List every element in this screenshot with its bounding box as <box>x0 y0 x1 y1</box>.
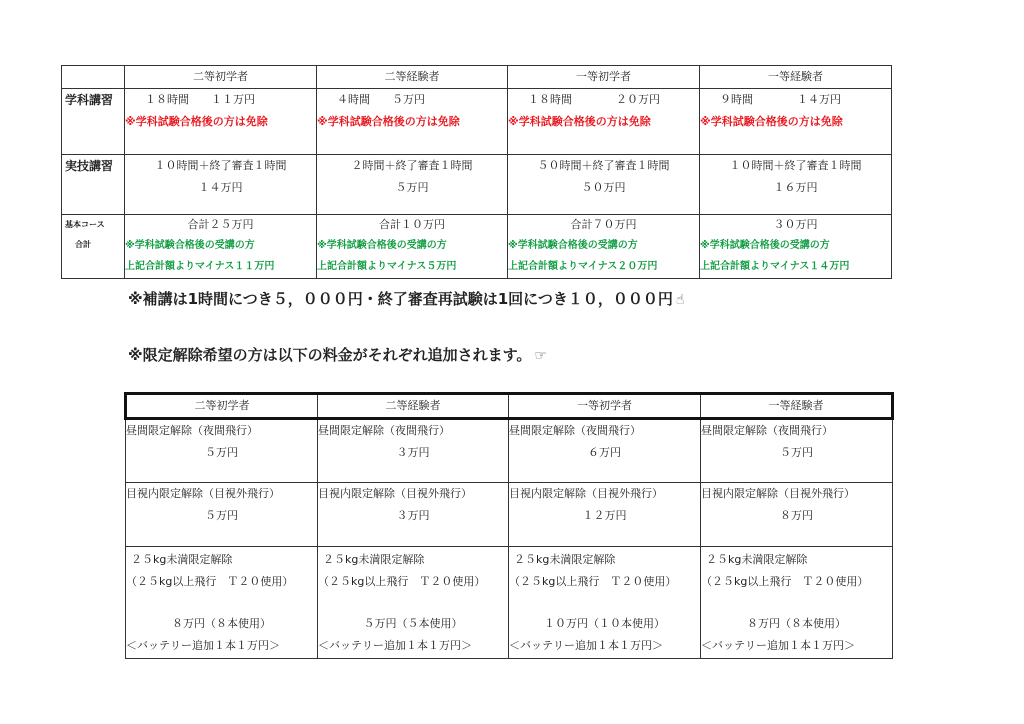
chukan-price: ５万円 <box>205 446 238 459</box>
jitsugi-time: ２時間＋終了審査１時間 <box>351 159 473 172</box>
row-chukan-gentei <box>126 419 893 483</box>
kg25-price: １０万円（１０本使用） <box>544 617 665 630</box>
row-gakka-koshu <box>62 89 892 155</box>
kg25-sub: （２５kg以上飛行 Ｔ２０使用） <box>318 575 486 588</box>
kihon-passed-note: ※学科試験合格後の受講の方 <box>125 240 255 251</box>
row-25kg-gentei <box>126 547 893 659</box>
kihon-cell-4 <box>700 215 892 279</box>
table2-header-row <box>126 394 893 419</box>
mokushi-price: ５万円 <box>205 509 238 522</box>
table1-header-blank <box>62 66 125 89</box>
jitsugi-cell-4 <box>700 155 892 215</box>
chukan-price: ３万円 <box>396 446 430 459</box>
kg25-cell-4 <box>701 547 893 659</box>
jitsugi-time: １０時間＋終了審査１時間 <box>729 159 862 172</box>
mokushi-price: ８万円 <box>780 509 813 522</box>
gakka-exempt-note: ※学科試験合格後の方は免除 <box>125 115 268 128</box>
kg25-sub: （２５kg以上飛行 Ｔ２０使用） <box>509 575 677 588</box>
mokushi-cell-3 <box>509 483 701 547</box>
pointing-hand-icon: ☝ <box>675 292 685 308</box>
mokushi-label: 目視内限定解除（目視外飛行） <box>701 487 855 500</box>
chukan-label: 昼間限定解除（夜間飛行） <box>126 424 258 437</box>
row-mokushi-gentei <box>126 483 893 547</box>
kg25-spacer <box>126 593 317 613</box>
kihon-passed-note: ※学科試験合格後の受講の方 <box>317 240 447 251</box>
basic-course-fee-table <box>61 65 892 279</box>
header-nito-shogakusha: 二等初学者 <box>125 66 317 89</box>
mokushi-price: １２万円 <box>582 509 627 522</box>
gakka-exempt-note: ※学科試験合格後の方は免除 <box>700 115 843 128</box>
kg25-cell-1 <box>126 547 318 659</box>
jitsugi-price: ５０万円 <box>581 181 626 194</box>
kg25-sub: （２５kg以上飛行 Ｔ２０使用） <box>126 575 294 588</box>
gakka-cell-3 <box>508 89 700 155</box>
kihon-cell-1 <box>125 215 317 279</box>
kihon-passed-note: ※学科試験合格後の受講の方 <box>508 240 638 251</box>
jitsugi-price: １６万円 <box>773 181 818 194</box>
jitsugi-price: ５万円 <box>395 181 429 194</box>
kihon-minus: 上記合計額よりマイナス１４万円 <box>700 261 850 272</box>
gakka-exempt-note: ※学科試験合格後の方は免除 <box>508 115 651 128</box>
mokushi-cell-4 <box>701 483 893 547</box>
chukan-price: ５万円 <box>780 446 813 459</box>
chukan-cell-3 <box>509 419 701 483</box>
kg25-sub: （２５kg以上飛行 Ｔ２０使用） <box>701 575 869 588</box>
jitsugi-cell-1 <box>125 155 317 215</box>
jitsugi-cell-2 <box>317 155 508 215</box>
jitsugi-price: １４万円 <box>198 181 243 194</box>
gakka-cell-2 <box>317 89 508 155</box>
kg25-label: ２５kg未満限定解除 <box>323 553 425 566</box>
gentei-fee-note <box>128 344 547 365</box>
kihon-total: 合計７０万円 <box>570 218 637 231</box>
chukan-cell-1 <box>126 419 318 483</box>
kg25-battery: ＜バッテリー追加１本１万円＞ <box>509 639 663 652</box>
chukan-cell-2 <box>318 419 509 483</box>
kg25-label: ２５kg未満限定解除 <box>131 553 233 566</box>
kg25-label: ２５kg未満限定解除 <box>514 553 616 566</box>
kihon-minus: 上記合計額よりマイナス５万円 <box>317 261 457 272</box>
kihon-minus: 上記合計額よりマイナス２０万円 <box>508 261 658 272</box>
kihon-minus: 上記合計額よりマイナス１１万円 <box>125 261 275 272</box>
gakka-hours-price: １８時間 １１万円 <box>145 93 255 106</box>
table1-header-row <box>62 66 892 89</box>
kihon-label-total: 合計 <box>75 240 91 249</box>
mokushi-label: 目視内限定解除（目視外飛行） <box>509 487 663 500</box>
kg25-spacer <box>701 593 892 613</box>
gentei-fee-text: ※限定解除希望の方は以下の料金がそれぞれ追加されます。 <box>128 346 532 364</box>
kg25-cell-3 <box>509 547 701 659</box>
kihon-label-course: 基本コース <box>65 220 105 229</box>
kg25-price: ５万円（５本使用） <box>363 617 463 630</box>
jitsugi-time: ５０時間＋終了審査１時間 <box>537 159 670 172</box>
header-nito-shogakusha: 二等初学者 <box>126 394 318 419</box>
row-label-gakka: 学科講習 <box>62 89 125 155</box>
mokushi-cell-1 <box>126 483 318 547</box>
gakka-cell-1 <box>125 89 317 155</box>
pointing-hand-icon: ☞ <box>534 348 547 364</box>
jitsugi-time: １０時間＋終了審査１時間 <box>154 159 287 172</box>
kg25-price: ８万円（８本使用） <box>747 617 846 630</box>
kihon-total: 合計１０万円 <box>379 218 445 231</box>
kihon-cell-3 <box>508 215 700 279</box>
kg25-battery: ＜バッテリー追加１本１万円＞ <box>318 639 472 652</box>
chukan-price: ６万円 <box>588 446 621 459</box>
kg25-price: ８万円（８本使用） <box>172 617 271 630</box>
mokushi-label: 目視内限定解除（目視外飛行） <box>126 487 280 500</box>
gakka-hours-price: ４時間 ５万円 <box>337 93 425 106</box>
kg25-spacer <box>509 593 700 613</box>
header-nito-keikensha: 二等経験者 <box>317 66 508 89</box>
kihon-cell-2 <box>317 215 508 279</box>
kg25-battery: ＜バッテリー追加１本１万円＞ <box>126 639 280 652</box>
kg25-cell-2 <box>318 547 509 659</box>
chukan-label: 昼間限定解除（夜間飛行） <box>509 424 641 437</box>
kg25-label: ２５kg未満限定解除 <box>706 553 808 566</box>
header-itto-keikensha: 一等経験者 <box>700 66 892 89</box>
gakka-hours-price: １８時間 ２０万円 <box>528 93 660 106</box>
mokushi-cell-2 <box>318 483 509 547</box>
gakka-exempt-note: ※学科試験合格後の方は免除 <box>317 115 460 128</box>
kg25-battery: ＜バッテリー追加１本１万円＞ <box>701 639 855 652</box>
chukan-label: 昼間限定解除（夜間飛行） <box>318 424 450 437</box>
header-itto-keikensha: 一等経験者 <box>701 394 893 419</box>
row-label-kihon <box>62 215 125 279</box>
limitation-removal-fee-table <box>124 392 894 659</box>
kihon-total: 合計２５万円 <box>187 218 254 231</box>
row-jitsugi-koshu <box>62 155 892 215</box>
kg25-spacer <box>318 593 508 613</box>
chukan-label: 昼間限定解除（夜間飛行） <box>701 424 833 437</box>
kihon-passed-note: ※学科試験合格後の受講の方 <box>700 240 830 251</box>
header-itto-shogakusha: 一等初学者 <box>508 66 700 89</box>
hoko-fee-text: ※補講は1時間につき５，０００円・終了審査再試験は1回につき１０，０００円 <box>128 290 673 308</box>
mokushi-label: 目視内限定解除（目視外飛行） <box>318 487 472 500</box>
header-nito-keikensha: 二等経験者 <box>318 394 509 419</box>
kihon-total: ３０万円 <box>773 218 818 231</box>
mokushi-price: ３万円 <box>396 509 430 522</box>
jitsugi-cell-3 <box>508 155 700 215</box>
chukan-cell-4 <box>701 419 893 483</box>
row-label-jitsugi: 実技講習 <box>62 155 125 215</box>
gakka-cell-4 <box>700 89 892 155</box>
hoko-fee-note <box>128 288 684 309</box>
row-kihon-course-total <box>62 215 892 279</box>
gakka-hours-price: ９時間 １４万円 <box>720 93 841 106</box>
header-itto-shogakusha: 一等初学者 <box>509 394 701 419</box>
